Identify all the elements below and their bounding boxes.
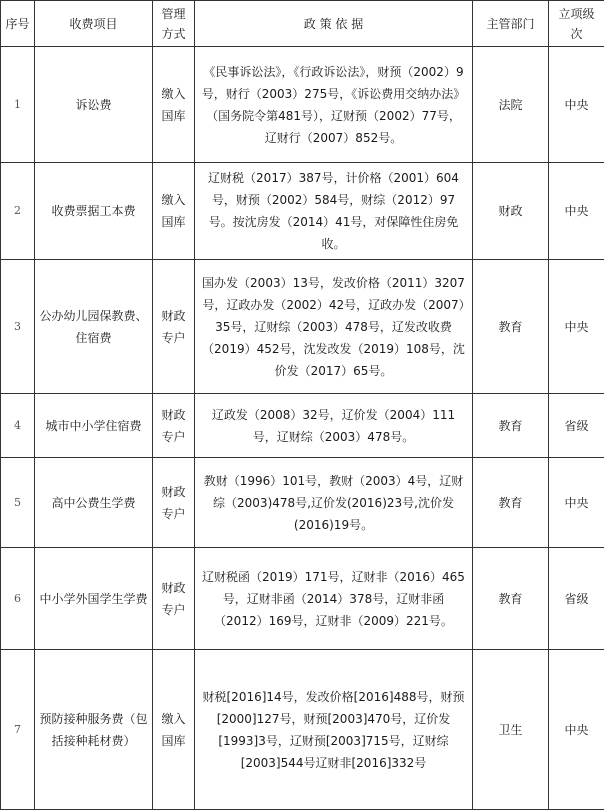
- row-dept: 教育: [473, 260, 549, 394]
- row-dept: 卫生: [473, 650, 549, 810]
- table-row: [1, 458, 604, 548]
- row-policy: 教财（1996）101号，教财（2003）4号，辽财综（2003)478号,辽价发(2016)23号,沈价发(2016)19号。: [195, 458, 473, 548]
- row-mgmt: 缴入国库: [153, 650, 195, 810]
- row-seq: 1: [1, 47, 35, 163]
- row-seq: 4: [1, 394, 35, 458]
- row-mgmt: 缴入国库: [153, 47, 195, 163]
- row-seq: 3: [1, 260, 35, 394]
- row-level: 中央: [549, 650, 604, 810]
- header-level: 立项级次: [549, 1, 604, 47]
- row-dept: 教育: [473, 394, 549, 458]
- row-item: 公办幼儿园保教费、住宿费: [35, 260, 153, 394]
- table-row: [1, 47, 604, 163]
- row-policy: 辽财税（2017）387号，计价格（2001）604号，财预（2002）584号，财综（2012）97号。按沈房发（2014）41号，对保障性住房免收。: [195, 163, 473, 260]
- row-dept: 教育: [473, 548, 549, 650]
- row-item: 高中公费生学费: [35, 458, 153, 548]
- row-item: 预防接种服务费（包括接种耗材费）: [35, 650, 153, 810]
- table-row: [1, 650, 604, 810]
- row-policy: 辽政发（2008）32号，辽价发（2004）111号，辽财综（2003）478号。: [195, 394, 473, 458]
- row-seq: 7: [1, 650, 35, 810]
- row-dept: 财政: [473, 163, 549, 260]
- row-policy: 辽财税函（2019）171号，辽财非（2016）465号，辽财非函（2014）378号，辽财非函（2012）169号，辽财非（2009）221号。: [195, 548, 473, 650]
- header-policy: 政 策 依 据: [195, 1, 473, 47]
- row-level: 省级: [549, 394, 604, 458]
- row-mgmt: 财政专户: [153, 260, 195, 394]
- row-mgmt: 财政专户: [153, 394, 195, 458]
- row-mgmt: 财政专户: [153, 458, 195, 548]
- row-item: 诉讼费: [35, 47, 153, 163]
- header-mgmt: 管理方式: [153, 1, 195, 47]
- header-dept: 主管部门: [473, 1, 549, 47]
- row-level: 中央: [549, 260, 604, 394]
- header-seq: 序号: [1, 1, 35, 47]
- row-dept: 法院: [473, 47, 549, 163]
- row-policy: 《民事诉讼法》，《行政诉讼法》，财预（2002）9号，财行（2003）275号，《诉讼费用交纳办法》（国务院令第481号），辽财预（2002）77号，辽财行（2007）852号。: [195, 47, 473, 163]
- table-row: [1, 260, 604, 394]
- header-row: [1, 1, 604, 47]
- row-item: 城市中小学住宿费: [35, 394, 153, 458]
- row-level: 中央: [549, 163, 604, 260]
- row-seq: 6: [1, 548, 35, 650]
- table-row: [1, 548, 604, 650]
- row-seq: 2: [1, 163, 35, 260]
- row-policy: 国办发（2003）13号，发改价格（2011）3207号，辽政办发（2002）42号，辽政办发（2007）35号，辽财综（2003）478号，辽发改收费（2019）452号，沈发改发（2019）108号，沈价发（2017）65号。: [195, 260, 473, 394]
- header-item: 收费项目: [35, 1, 153, 47]
- row-policy: 财税[2016]14号，发改价格[2016]488号，财预[2000]127号，财预[2003]470号，辽价发[1993]3号，辽财预[2003]715号，辽财综[2003]544号辽财非[2016]332号: [195, 650, 473, 810]
- row-dept: 教育: [473, 458, 549, 548]
- row-mgmt: 财政专户: [153, 548, 195, 650]
- row-level: 中央: [549, 458, 604, 548]
- row-level: 中央: [549, 47, 604, 163]
- row-item: 收费票据工本费: [35, 163, 153, 260]
- row-seq: 5: [1, 458, 35, 548]
- table-row: [1, 394, 604, 458]
- table-row: [1, 163, 604, 260]
- row-level: 省级: [549, 548, 604, 650]
- row-mgmt: 缴入国库: [153, 163, 195, 260]
- row-item: 中小学外国学生学费: [35, 548, 153, 650]
